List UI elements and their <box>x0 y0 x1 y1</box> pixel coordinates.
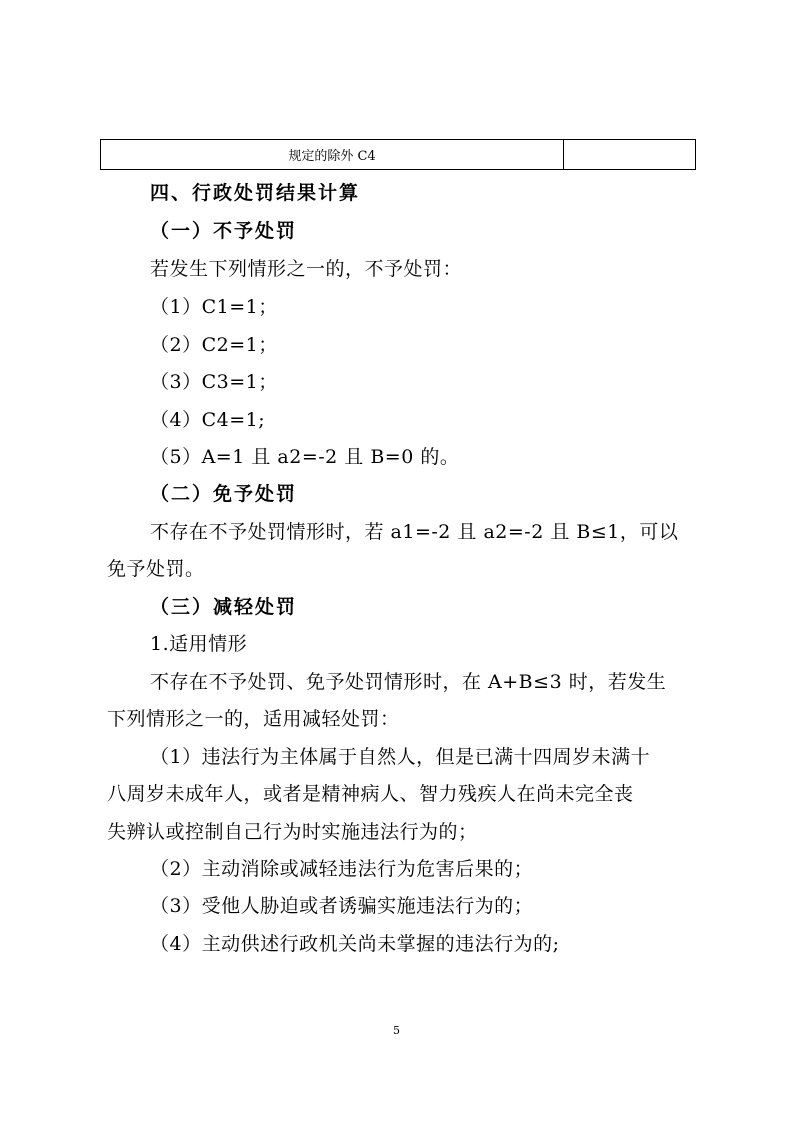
list-item: （2）主动消除或减轻违法行为危害后果的； <box>150 858 534 880</box>
subsection-3-heading: （三）减轻处罚 <box>150 596 298 618</box>
table-cell-condition: 规定的除外 C4 <box>101 140 564 170</box>
paragraph-line: 不存在不予处罚情形时，若 a1=-2 且 a2=-2 且 B≤1，可以 <box>150 521 679 543</box>
paragraph-line: 不存在不予处罚、免予处罚情形时，在 A+B≤3 时，若发生 <box>150 671 667 693</box>
subsection-2-heading: （二）免予处罚 <box>150 483 298 505</box>
point-heading: 1.适用情形 <box>150 633 248 655</box>
paragraph-line: 八周岁未成年人，或者是精神病人、智力残疾人在尚未完全丧 <box>107 783 634 805</box>
list-item: （4）主动供述行政机关尚未掌握的违法行为的; <box>150 933 560 955</box>
section-4-heading: 四、行政处罚结果计算 <box>150 182 361 204</box>
table-row <box>101 140 696 170</box>
list-item: （3）受他人胁迫或者诱骗实施违法行为的； <box>150 895 534 917</box>
paragraph-line: 失辨认或控制自己行为时实施违法行为的； <box>107 821 478 843</box>
list-item: （5）A=1 且 a2=-2 且 B=0 的。 <box>150 446 460 468</box>
page-number: 5 <box>393 1024 400 1037</box>
list-item: （3）C3=1； <box>150 371 278 393</box>
table-cell-score <box>564 140 696 170</box>
subsection-1-intro: 若发生下列情形之一的，不予处罚： <box>150 258 463 280</box>
list-item: （2）C2=1； <box>150 334 278 356</box>
criteria-table-fragment <box>100 139 696 170</box>
paragraph-line: 下列情形之一的，适用减轻处罚： <box>107 708 400 730</box>
subsection-1-heading: （一）不予处罚 <box>150 220 298 242</box>
list-item: （4）C4=1; <box>150 409 266 431</box>
list-item: （1）C1=1； <box>150 296 278 318</box>
paragraph-line: （1）违法行为主体属于自然人，但是已满十四周岁未满十 <box>150 746 651 768</box>
paragraph-line: 免予处罚。 <box>107 558 205 580</box>
